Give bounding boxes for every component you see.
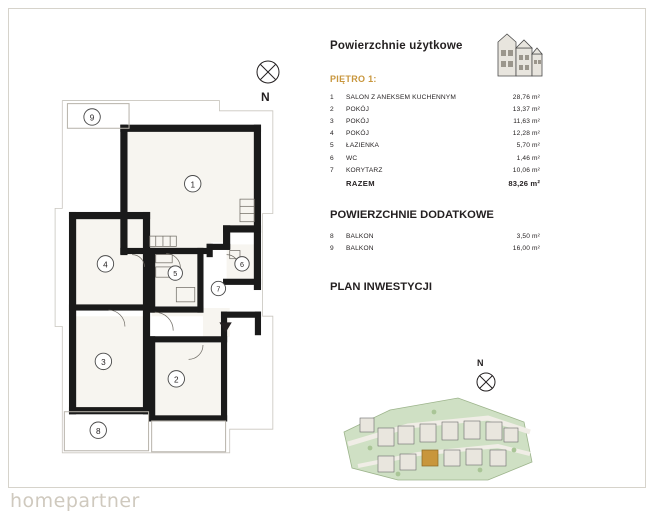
table-row xyxy=(330,128,540,140)
room-number: 1 xyxy=(330,93,334,101)
page-title: Powierzchnie użytkowe xyxy=(330,40,463,52)
room-number: 7 xyxy=(330,166,334,174)
room-number: 8 xyxy=(330,233,334,241)
room-area-table xyxy=(330,91,540,191)
room-area: 13,37 m² xyxy=(512,105,540,113)
room-area: 3,50 m² xyxy=(516,233,540,241)
total-label: RAZEM xyxy=(346,178,375,188)
room-name: POKÓJ xyxy=(346,117,370,125)
room-area: 5,70 m² xyxy=(516,142,540,150)
room-area: 28,76 m² xyxy=(512,93,540,101)
svg-text:7: 7 xyxy=(216,285,221,294)
room-name: ŁAZIENKA xyxy=(346,142,380,150)
room-name: BALKON xyxy=(346,245,374,253)
extra-area-rows xyxy=(330,231,540,255)
floor-plan xyxy=(20,80,310,460)
svg-text:9: 9 xyxy=(89,113,95,123)
table-row xyxy=(330,115,540,127)
room-area: 10,06 m² xyxy=(512,166,540,174)
building-icon xyxy=(480,28,556,80)
logo-text: homepartner xyxy=(10,490,140,512)
logo xyxy=(10,490,140,512)
svg-text:1: 1 xyxy=(190,180,196,190)
room-area-rows xyxy=(330,91,540,191)
room-name: BALKON xyxy=(346,233,374,241)
room-number: 4 xyxy=(330,130,334,138)
investment-site-map xyxy=(338,388,538,484)
room-number: 2 xyxy=(330,105,334,113)
floor-label: PIĘTRO 1: xyxy=(330,74,377,84)
svg-text:3: 3 xyxy=(101,358,106,368)
compass-label-sitemap: N xyxy=(477,358,484,368)
room-area: 12,28 m² xyxy=(512,130,540,138)
room-name: WC xyxy=(346,154,358,162)
room-name: POKÓJ xyxy=(346,130,370,138)
total-row xyxy=(330,176,540,190)
info-panel xyxy=(330,40,620,293)
room-area: 1,46 m² xyxy=(516,154,540,162)
investment-plan-title: PLAN INWESTYCJI xyxy=(330,280,432,293)
svg-text:6: 6 xyxy=(240,260,245,269)
table-row xyxy=(330,140,540,152)
table-row xyxy=(330,164,540,176)
total-area: 83,26 m² xyxy=(508,178,540,188)
room-name: SALON Z ANEKSEM KUCHENNYM xyxy=(346,93,457,101)
room-number: 9 xyxy=(330,245,334,253)
room-number: 6 xyxy=(330,154,334,162)
svg-text:5: 5 xyxy=(173,270,178,279)
table-row xyxy=(330,231,540,243)
svg-text:8: 8 xyxy=(95,426,101,436)
highlighted-unit xyxy=(422,450,438,466)
table-row xyxy=(330,91,540,103)
room-area: 11,63 m² xyxy=(513,117,540,125)
svg-text:4: 4 xyxy=(103,260,108,270)
room-name: POKÓJ xyxy=(346,105,370,113)
extra-area-table xyxy=(330,231,540,255)
room-name: KORYTARZ xyxy=(346,166,383,174)
extra-areas-title: POWIERZCHNIE DODATKOWE xyxy=(330,208,494,221)
room-area: 16,00 m² xyxy=(512,245,540,253)
table-row xyxy=(330,152,540,164)
table-row xyxy=(330,103,540,115)
room-number: 3 xyxy=(330,117,334,125)
room-number: 5 xyxy=(330,142,334,150)
compass-label: N xyxy=(261,90,270,104)
svg-text:2: 2 xyxy=(174,375,179,385)
table-row xyxy=(330,243,540,255)
